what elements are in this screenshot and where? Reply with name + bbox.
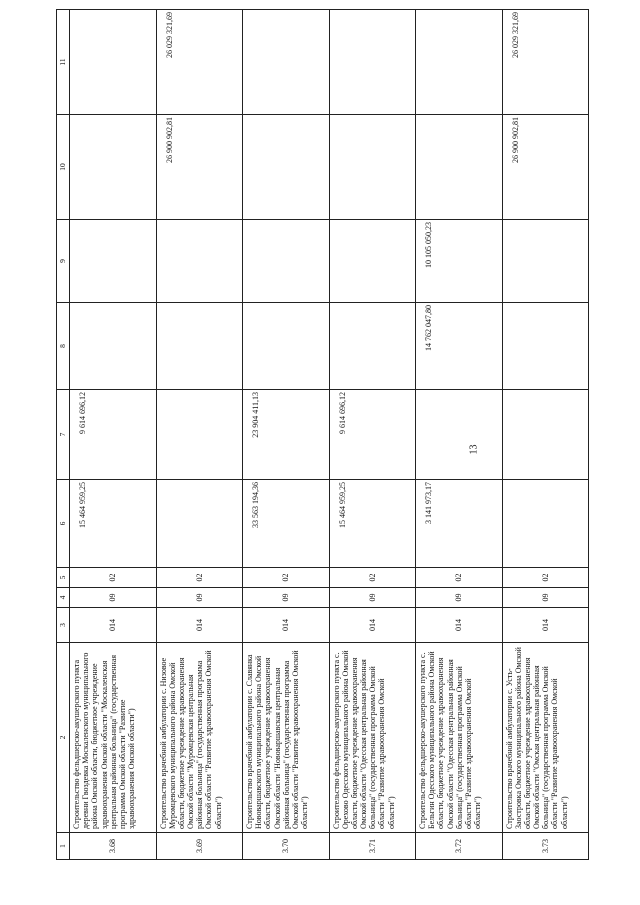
amount-col-6: 15 464 959,25 — [329, 480, 416, 568]
row-number: 3.72 — [416, 833, 503, 860]
table-row — [156, 10, 243, 860]
amount-col-10 — [416, 115, 503, 220]
section-code: 09 — [416, 588, 503, 608]
row-number: 3.73 — [502, 833, 589, 860]
table-row — [329, 10, 416, 860]
amount-col-7: 23 904 411,13 — [243, 390, 330, 480]
object-description: Строительство фельдшерско-акушерского пункта с. Бельгин Одесского муниципального района Омской области, бюджетное учреждение здравоохранения Омской области "Одесская центральная районная больница" (государственная программа Омской области "Развитие здравоохранения Омской области") — [416, 643, 503, 833]
column-header: 1 — [57, 833, 70, 860]
section-code: 09 — [502, 588, 589, 608]
object-description: Строительство врачебной амбулатории с. Низовое Муромцевского муниципального района Омской области, бюджетное учреждение здравоохранения Омской области "Муромцевская центральная районная больница" (государственная программа Омской области "Развитие здравоохранения Омской области") — [156, 643, 243, 833]
amount-col-6: 15 464 959,25 — [70, 480, 157, 568]
subsection-code: 02 — [329, 568, 416, 588]
amount-col-7 — [502, 390, 589, 480]
table-row — [502, 10, 589, 860]
row-number: 3.71 — [329, 833, 416, 860]
amount-col-8 — [502, 303, 589, 390]
subsection-code: 02 — [416, 568, 503, 588]
amount-col-9 — [156, 220, 243, 303]
ministry-code: 014 — [70, 608, 157, 643]
amount-col-9 — [502, 220, 589, 303]
amount-col-8 — [70, 303, 157, 390]
amount-col-9 — [329, 220, 416, 303]
amount-col-8: 14 762 047,80 — [416, 303, 503, 390]
column-header: 11 — [57, 10, 70, 115]
column-header: 3 — [57, 608, 70, 643]
object-description: Строительство врачебной амбулатории с. Усть-Заостровка Омского муниципального района Омской области, бюджетное учреждение здравоохранения Омской области "Омская центральная районная больница" (государственная программа Омской области "Развитие здравоохранения Омской области") — [502, 643, 589, 833]
ministry-code: 014 — [243, 608, 330, 643]
amount-col-7 — [156, 390, 243, 480]
amount-col-6: 33 563 194,36 — [243, 480, 330, 568]
amount-col-6 — [502, 480, 589, 568]
subsection-code: 02 — [70, 568, 157, 588]
amount-col-7: 9 614 696,12 — [329, 390, 416, 480]
amount-col-11 — [329, 10, 416, 115]
object-description: Строительство фельдшерско-акушерского пункта деревни Гвоздевка Москаленского муниципального района Омской области, бюджетное учреждение здравоохранения Омской области "Москаленская центральная районная больница" (государственная программа Омской области "Развитие здравоохранения Омской области") — [70, 643, 157, 833]
subsection-code: 02 — [502, 568, 589, 588]
amount-col-7 — [416, 390, 503, 480]
amount-col-7: 9 614 696,12 — [70, 390, 157, 480]
section-code: 09 — [329, 588, 416, 608]
amount-col-8 — [156, 303, 243, 390]
amount-col-11 — [416, 10, 503, 115]
amount-col-11 — [243, 10, 330, 115]
amount-col-6: 3 141 973,17 — [416, 480, 503, 568]
amount-col-10 — [70, 115, 157, 220]
amount-col-10 — [243, 115, 330, 220]
amount-col-11: 26 029 321,69 — [502, 10, 589, 115]
amount-col-10 — [329, 115, 416, 220]
section-code: 09 — [243, 588, 330, 608]
column-number-row — [57, 10, 70, 860]
table-row — [70, 10, 157, 860]
column-header: 7 — [57, 390, 70, 480]
row-number: 3.70 — [243, 833, 330, 860]
section-code: 09 — [156, 588, 243, 608]
ministry-code: 014 — [502, 608, 589, 643]
row-number: 3.68 — [70, 833, 157, 860]
amount-col-9 — [70, 220, 157, 303]
ministry-code: 014 — [156, 608, 243, 643]
column-header: 4 — [57, 588, 70, 608]
budget-table — [56, 9, 589, 860]
amount-col-11: 26 029 321,69 — [156, 10, 243, 115]
table-row — [416, 10, 503, 860]
amount-col-8 — [329, 303, 416, 390]
amount-col-6 — [156, 480, 243, 568]
ministry-code: 014 — [416, 608, 503, 643]
ministry-code: 014 — [329, 608, 416, 643]
amount-col-11 — [70, 10, 157, 115]
amount-col-9 — [243, 220, 330, 303]
page-number: 13 — [468, 444, 480, 455]
object-description: Строительство фельдшерско-акушерского пункта с. Орехово Одесского муниципального района Омской области, бюджетное учреждение здравоохранения Омской области "Одесская центральная районная больница" (государственная программа Омской области "Развитие здравоохранения Омской области") — [329, 643, 416, 833]
amount-col-9: 10 105 050,23 — [416, 220, 503, 303]
table-row — [243, 10, 330, 860]
section-code: 09 — [70, 588, 157, 608]
amount-col-10: 26 900 902,81 — [156, 115, 243, 220]
column-header: 2 — [57, 643, 70, 833]
column-header: 8 — [57, 303, 70, 390]
row-number: 3.69 — [156, 833, 243, 860]
column-header: 6 — [57, 480, 70, 568]
object-description: Строительство врачебной амбулатории с. Славянка Нововаршавского муниципального района Омской области, бюджетное учреждение здравоохранения Омской области "Нововаршавская центральная районная больница" (государственная программа Омской области "Развитие здравоохранения Омской области") — [243, 643, 330, 833]
column-header: 10 — [57, 115, 70, 220]
subsection-code: 02 — [156, 568, 243, 588]
column-header: 9 — [57, 220, 70, 303]
amount-col-10: 26 900 902,81 — [502, 115, 589, 220]
amount-col-8 — [243, 303, 330, 390]
column-header: 5 — [57, 568, 70, 588]
subsection-code: 02 — [243, 568, 330, 588]
